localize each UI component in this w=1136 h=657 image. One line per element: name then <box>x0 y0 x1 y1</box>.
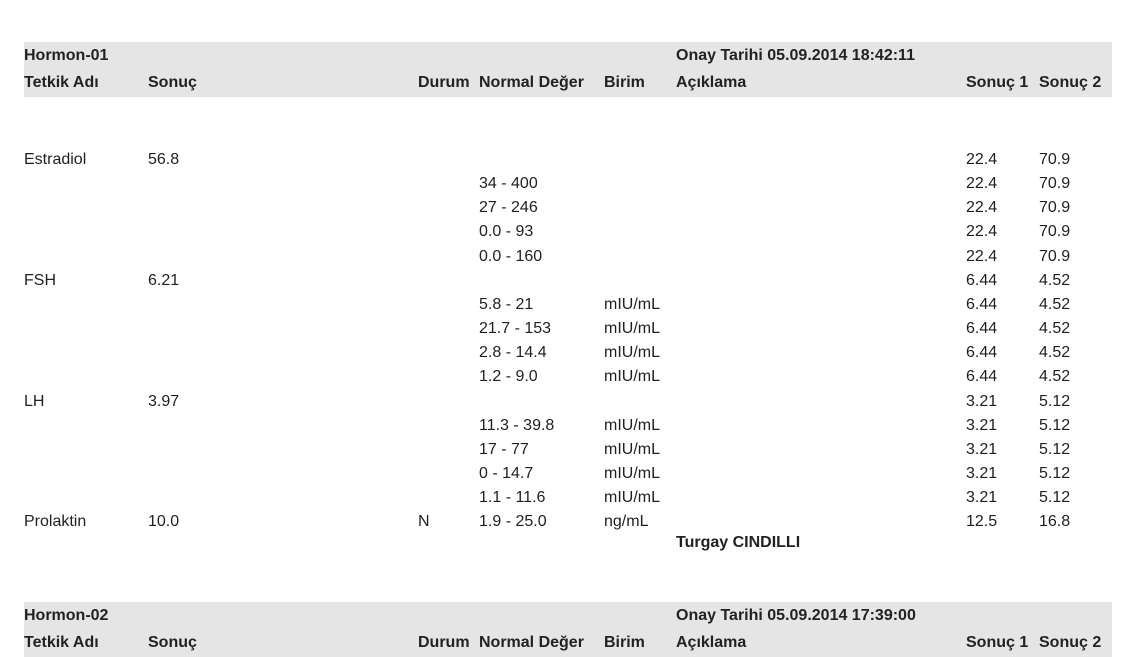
cell-normal: 17 - 77 <box>479 440 529 458</box>
col-header-sonuc2: Sonuç 2 <box>1039 634 1102 651</box>
cell-sonuc1: 3.21 <box>966 392 998 410</box>
cell-sonuc1: 12.5 <box>966 513 998 531</box>
col-header-name: Tetkik Adı <box>24 74 99 91</box>
section-title-row <box>24 42 1112 69</box>
cell-sonuc1: 6.44 <box>966 295 998 313</box>
cell-normal: 27 - 246 <box>479 199 538 217</box>
approval-date: Onay Tarihi 05.09.2014 18:42:11 <box>676 47 915 64</box>
section-header <box>24 602 1112 657</box>
cell-normal: 1.1 - 11.6 <box>479 489 546 507</box>
table-row <box>24 172 1112 196</box>
cell-birim: mIU/mL <box>604 440 660 458</box>
table-row <box>24 196 1112 220</box>
cell-sonuc: 10.0 <box>148 513 180 531</box>
cell-birim: mIU/mL <box>604 368 660 386</box>
col-header-birim: Birim <box>604 634 645 651</box>
table-row <box>24 317 1112 341</box>
section-title: Hormon-01 <box>24 47 109 64</box>
report-section-hormon-01 <box>24 42 1112 552</box>
cell-name: FSH <box>24 271 56 289</box>
cell-sonuc: 6.21 <box>148 271 180 289</box>
cell-name: LH <box>24 392 45 410</box>
table-row <box>24 148 1112 172</box>
col-header-sonuc: Sonuç <box>148 634 197 651</box>
cell-sonuc2: 4.52 <box>1039 271 1071 289</box>
cell-birim: mIU/mL <box>604 344 660 362</box>
col-header-durum: Durum <box>418 634 470 651</box>
cell-sonuc1: 22.4 <box>966 175 998 193</box>
cell-sonuc2: 16.8 <box>1039 513 1071 531</box>
cell-sonuc2: 5.12 <box>1039 464 1071 482</box>
cell-birim: mIU/mL <box>604 416 660 434</box>
cell-sonuc2: 5.12 <box>1039 392 1071 410</box>
cell-sonuc1: 6.44 <box>966 320 998 338</box>
cell-sonuc2: 5.12 <box>1039 440 1071 458</box>
cell-sonuc2: 4.52 <box>1039 368 1071 386</box>
cell-sonuc1: 22.4 <box>966 151 998 168</box>
table-row <box>24 245 1112 269</box>
col-header-name: Tetkik Adı <box>24 634 99 651</box>
cell-sonuc1: 3.21 <box>966 440 998 458</box>
cell-sonuc: 56.8 <box>148 151 180 168</box>
col-header-sonuc: Sonuç <box>148 74 197 91</box>
cell-sonuc2: 5.12 <box>1039 489 1071 507</box>
column-header-row <box>24 629 1112 656</box>
cell-sonuc2: 70.9 <box>1039 223 1071 241</box>
cell-sonuc: 3.97 <box>148 392 180 410</box>
cell-normal: 5.8 - 21 <box>479 295 534 313</box>
table-row <box>24 365 1112 389</box>
col-header-sonuc1: Sonuç 1 <box>966 634 1029 651</box>
cell-sonuc2: 70.9 <box>1039 151 1071 168</box>
col-header-aciklama: Açıklama <box>676 74 747 91</box>
table-row <box>24 510 1112 534</box>
cell-name: Estradiol <box>24 151 87 168</box>
col-header-durum: Durum <box>418 74 470 91</box>
column-header-row <box>24 69 1112 96</box>
cell-normal: 0.0 - 93 <box>479 223 534 241</box>
cell-sonuc2: 4.52 <box>1039 295 1071 313</box>
cell-normal: 0 - 14.7 <box>479 464 534 482</box>
cell-sonuc1: 6.44 <box>966 368 998 386</box>
table-row <box>24 438 1112 462</box>
cell-sonuc1: 22.4 <box>966 247 998 265</box>
cell-birim: mIU/mL <box>604 295 660 313</box>
table-row <box>24 293 1112 317</box>
cell-normal: 11.3 - 39.8 <box>479 416 555 434</box>
cell-sonuc2: 4.52 <box>1039 320 1071 338</box>
table-row <box>24 220 1112 244</box>
cell-birim: ng/mL <box>604 513 649 531</box>
cell-sonuc1: 6.44 <box>966 271 998 289</box>
cell-sonuc2: 70.9 <box>1039 247 1071 265</box>
cell-normal: 0.0 - 160 <box>479 247 543 265</box>
cell-sonuc2: 70.9 <box>1039 199 1071 217</box>
approver-name: Turgay CINDILLI <box>676 534 801 552</box>
report-section-hormon-02 <box>24 602 1112 657</box>
cell-normal: 2.8 - 14.4 <box>479 344 547 362</box>
cell-sonuc2: 5.12 <box>1039 416 1071 434</box>
col-header-aciklama: Açıklama <box>676 634 747 651</box>
cell-birim: mIU/mL <box>604 464 660 482</box>
section-title: Hormon-02 <box>24 607 109 624</box>
approval-date: Onay Tarihi 05.09.2014 17:39:00 <box>676 607 916 624</box>
cell-sonuc1: 22.4 <box>966 223 998 241</box>
col-header-sonuc1: Sonuç 1 <box>966 74 1029 91</box>
col-header-birim: Birim <box>604 74 645 91</box>
cell-durum: N <box>418 513 430 531</box>
cell-normal: 1.2 - 9.0 <box>479 368 538 386</box>
cell-normal: 1.9 - 25.0 <box>479 513 547 531</box>
cell-birim: mIU/mL <box>604 320 660 338</box>
col-header-sonuc2: Sonuç 2 <box>1039 74 1102 91</box>
cell-sonuc1: 22.4 <box>966 199 998 217</box>
table-row <box>24 269 1112 293</box>
cell-normal: 34 - 400 <box>479 175 538 193</box>
cell-birim: mIU/mL <box>604 489 660 507</box>
cell-sonuc1: 3.21 <box>966 464 998 482</box>
cell-sonuc2: 4.52 <box>1039 344 1071 362</box>
table-row <box>24 341 1112 365</box>
cell-sonuc2: 70.9 <box>1039 175 1071 193</box>
col-header-normal: Normal Değer <box>479 74 584 91</box>
section-header <box>24 42 1112 97</box>
section-title-row <box>24 602 1112 629</box>
table-row <box>24 390 1112 414</box>
col-header-normal: Normal Değer <box>479 634 584 651</box>
cell-sonuc1: 3.21 <box>966 416 998 434</box>
cell-normal: 21.7 - 153 <box>479 320 552 338</box>
cell-sonuc1: 3.21 <box>966 489 998 507</box>
cell-name: Prolaktin <box>24 513 87 531</box>
table-row <box>24 414 1112 438</box>
table-row <box>24 486 1112 510</box>
cell-sonuc1: 6.44 <box>966 344 998 362</box>
table-row <box>24 462 1112 486</box>
